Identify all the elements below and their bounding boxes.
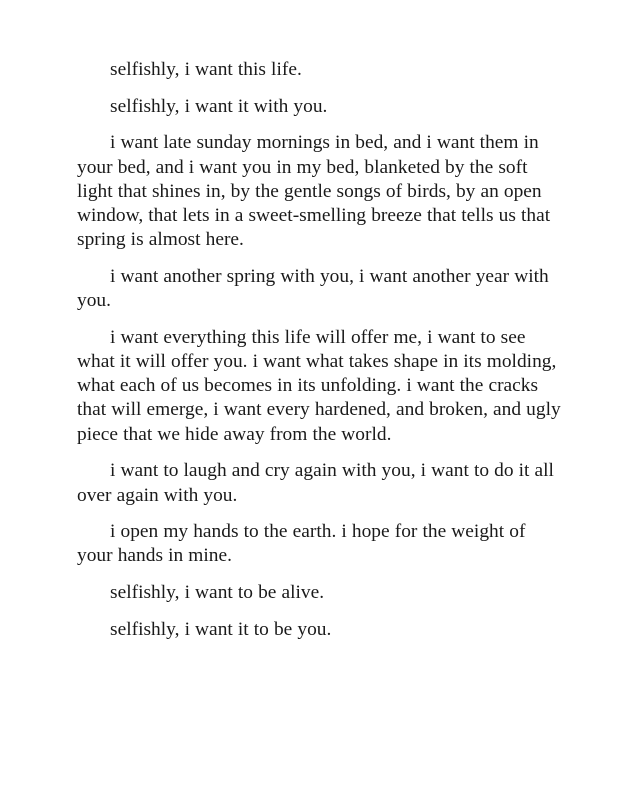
paragraph: i want late sunday mornings in bed, and i want them in your bed, and i want you in my bed, blanketed by the soft light that shines in, by the gentle songs of birds, by an open window, that lets in a sweet-smelling breeze that tells us that spring is almost here. bbox=[77, 132, 551, 251]
paragraph: i want another spring with you, i want another year with you. bbox=[77, 265, 549, 312]
paragraph: selfishly, i want to be alive. bbox=[110, 582, 325, 604]
paragraph: selfishly, i want it with you. bbox=[110, 95, 328, 117]
paragraph: selfishly, i want this life. bbox=[110, 59, 302, 80]
paragraph: i want everything this life will offer me, i want to see what it will offer you. i want what takes shape in its molding, what each of us becomes in its unfolding. i want the cracks that will emerge, i want every hardened, and broken, and ugly piece that we hide away from the world. bbox=[77, 326, 561, 445]
paragraph: i open my hands to the earth. i hope for the weight of your hands in mine. bbox=[77, 521, 526, 567]
paragraph: i want to laugh and cry again with you, i want to do it all over again with you. bbox=[77, 460, 554, 506]
prose-text-block bbox=[77, 58, 563, 642]
paragraph: selfishly, i want it to be you. bbox=[110, 618, 332, 640]
